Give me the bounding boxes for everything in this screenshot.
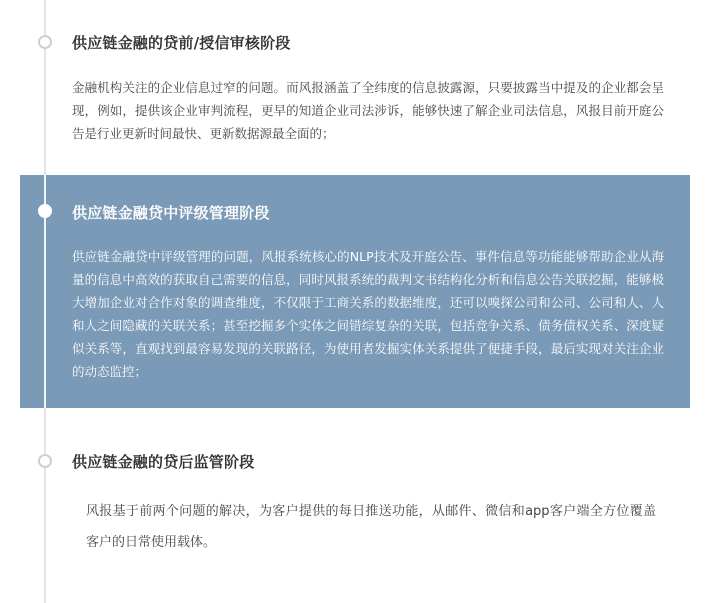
section-body: 供应链金融贷中评级管理的问题，风报系统核心的NLP技术及开庭公告、事件信息等功能能够帮助企业从海量的信息中高效的获取自己需要的信息，同时风报系统的裁判文书结构化分析和信息公告关联挖掘，能够极大增加企业对合作对象的调查维度，不仅限于工商关系的数据维度，还可以嗅探公司和公司、公司和人、人和人之间隐藏的关联关系；甚至挖掘多个实体之间错综复杂的关联，包括竞争关系、债务债权关系、深度疑似关系等，直观找到最容易发现的关联路径，为使用者发掘实体关系提供了便捷手段，最后实现对关注企业的动态监控；	[72, 249, 664, 379]
section-body: 金融机构关注的企业信息过窄的问题。而风报涵盖了全纬度的信息披露源，只要披露当中提及的企业都会呈现，例如，提供该企业审判流程，更早的知道企业司法涉诉，能够快速了解企业司法信息，风报目前开庭公告是行业更新时间最快、更新数据源最全面的；	[72, 80, 664, 141]
timeline-dot	[38, 454, 52, 468]
section-body: 风报基于前两个问题的解决，为客户提供的每日推送功能，从邮件、微信和app客户端全方位覆盖客户的日常使用载体。	[86, 504, 656, 550]
section-title: 供应链金融的贷前/授信审核阶段	[72, 34, 291, 52]
timeline-dot	[38, 35, 52, 49]
stage-in-loan	[20, 175, 690, 408]
section-title: 供应链金融贷中评级管理阶段	[72, 204, 270, 222]
stage-post-loan	[0, 430, 712, 603]
section-title: 供应链金融的贷后监管阶段	[72, 453, 255, 471]
stage-pre-loan	[0, 0, 712, 170]
timeline-dot-active	[38, 204, 52, 218]
